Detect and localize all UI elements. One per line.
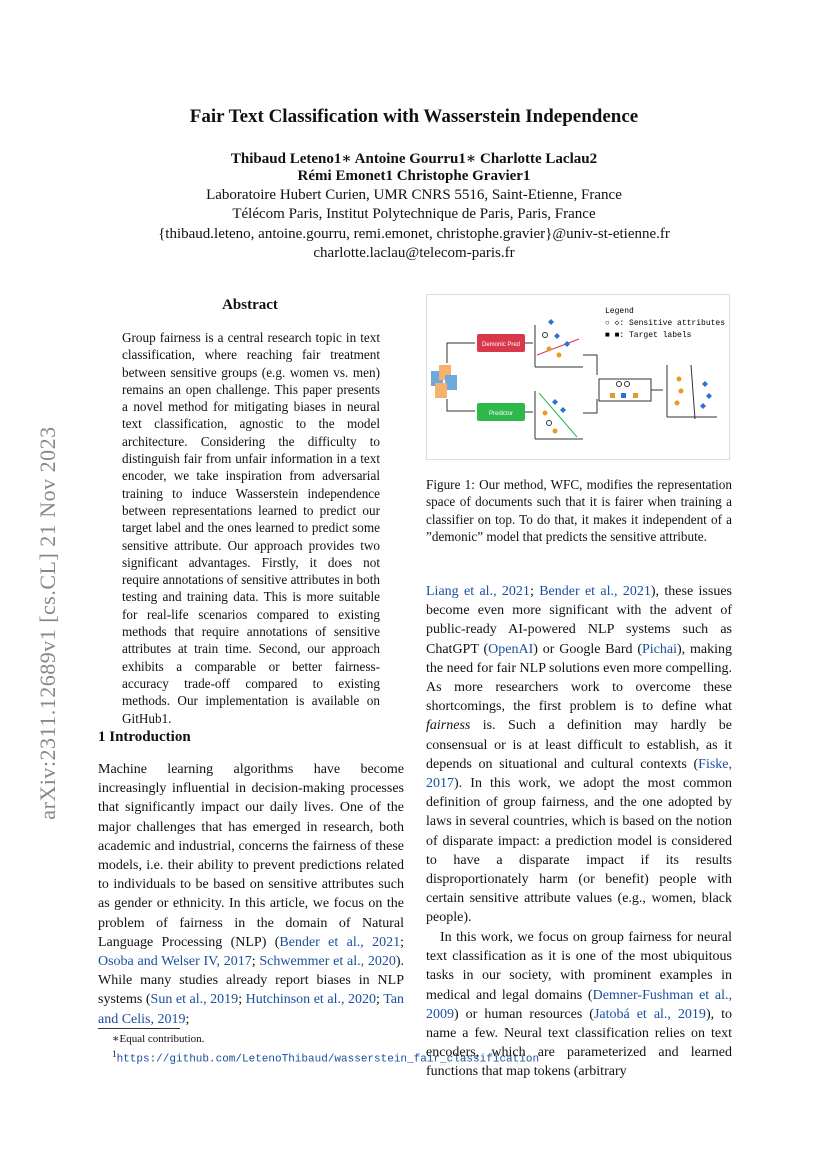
citation-link[interactable]: OpenAI: [488, 641, 534, 657]
intro-text: ), these issues become even more significant with the advent of public-ready AI-powered NLP systems such as ChatGPT (: [426, 584, 732, 657]
final-scatter: [667, 365, 717, 419]
predictor-scatter: [535, 391, 583, 439]
intro-text: In this work, we focus on group fairness for neural text classification as it is one of the most ubiquitous tasks in our society, with prominent examples in medical and legal domains (: [426, 930, 732, 1003]
abstract-text: Group fairness is a central research topic in text classification, where reaching fair treatment between sensitive groups (e.g. women vs. men) remains an open challenge. This paper presents a novel method for mitigating biases in neural text classification, agnostic to the model architecture. Considering the difficulty to distinguish fair from unfair information in a text encoder, we take inspiration from adversarial training to induce Wasserstein independence between representations learned to predict our target label and the ones learned to predict some sensitive attribute. Our approach provides two significant advantages. Firstly, it does not require annotations of sensitive attributes in both testing and training data. This is more suitable for real-life scenarios compared to existing methods that require annotations of sensitive attributes at train time. Second, our approach exhibits a comparable or better fairness-accuracy trade-off compared to existing methods. Our implementation is available on GitHub1.: [122, 330, 380, 726]
legend-target: ■ ■: Target labels: [605, 331, 692, 340]
intro-text: ), to name a few. Neural text classification relies on text encoders, which are parameterized and learned functions that map tokens (arbitrary: [426, 1006, 732, 1080]
citation-separator: ;: [185, 1011, 190, 1027]
intro-text: Machine learning algorithms have become increasingly influential in decision-making processes that significantly impact our daily lives. One of the major challenges that has emerged in research, both academic and industrial, concerns the fairness of these models, i.e. their ability to prevent predictions related to individuals to be based on sensitive attributes such as gender or ethnicity. In this article, we focus on the problem of fairness in the domain of Natural Language Processing (NLP) (: [98, 762, 404, 950]
footnote-equal-contribution: ∗Equal contribution.: [112, 1033, 205, 1045]
email-line-1: {thibaud.leteno, antoine.gourru, remi.emonet, christophe.gravier}@univ-st-etienne.fr: [158, 226, 670, 242]
documents-icon: [431, 365, 457, 398]
citation-separator: ;: [529, 584, 540, 599]
intro-paragraph-2: [426, 928, 732, 1082]
footnote-rule: [98, 1028, 180, 1029]
top-to-independence-arrow: [583, 355, 597, 375]
legend-title: Legend: [605, 307, 634, 316]
intro-paragraph-1: [98, 760, 404, 1029]
citation-link[interactable]: Sun et al., 2019: [150, 992, 239, 1008]
bottom-to-independence-arrow: [583, 399, 597, 413]
citation-separator: ;: [400, 934, 405, 950]
figure-caption: Figure 1: Our method, WFC, modifies the representation space of documents such that it is fairer when training a classifier on top. To do that, it makes it independent of a ”demonic” model that predicts the sensitive attribute.: [426, 477, 732, 544]
arxiv-identifier: arXiv:2311.12689v1 [cs.CL] 21 Nov 2023: [35, 426, 60, 820]
figure-1-diagram: [427, 295, 729, 459]
citation-link[interactable]: Pichai: [642, 641, 677, 657]
citation-link[interactable]: Fiske, 2017: [426, 756, 732, 792]
citation-link[interactable]: Hutchinson et al., 2020: [245, 992, 377, 1008]
figure-1: [426, 294, 730, 460]
emphasis-fairness: fairness: [426, 718, 471, 734]
abstract-heading: Abstract: [222, 297, 278, 313]
demonic-scatter: [535, 319, 583, 367]
affiliation-2: Télécom Paris, Institut Polytechnique de Paris, Paris, France: [232, 206, 596, 222]
legend-sensitive: ○ ◇: Sensitive attributes: [605, 319, 726, 328]
citation-link[interactable]: Osoba and Welser IV, 2017: [98, 954, 252, 970]
predictor-label: Predictor: [488, 411, 514, 417]
citation-separator: ;: [238, 992, 246, 1008]
authors-line-1: Thibaud Leteno1∗ Antoine Gourru1∗ Charlotte Laclau2: [230, 151, 598, 167]
github-link[interactable]: https://github.com/LetenoThibaud/wasserstein_fair_classification: [116, 1053, 540, 1066]
citation-link[interactable]: Bender et al., 2021: [539, 584, 651, 599]
arxiv-sidebar: [35, 360, 60, 880]
citation-link[interactable]: Demner-Fushman et al., 2009: [426, 987, 732, 1022]
email-line-2: charlotte.laclau@telecom-paris.fr: [313, 245, 515, 261]
intro-text: ). While many studies already report biases in NLP systems (: [98, 954, 405, 1008]
footnote-github: [112, 1047, 540, 1067]
intro-text: ) or Google Bard (: [533, 641, 642, 657]
arrow-to-predictor: [447, 399, 475, 411]
citation-link[interactable]: Bender et al., 2021: [279, 934, 401, 950]
citation-separator: ;: [251, 954, 260, 970]
affiliation-1: Laboratoire Hubert Curien, UMR CNRS 5516, Saint-Etienne, France: [206, 187, 622, 203]
authors-line-2: Rémi Emonet1 Christophe Gravier1: [297, 168, 531, 184]
footnote-marker: 1: [112, 1049, 117, 1059]
intro-text: ), making the need for fair NLP solutions even more compelling. As more researchers work to overcome these shortcomings, the first problem is to define what: [426, 641, 732, 715]
paper-title: Fair Text Classification with Wasserstein Independence: [189, 106, 639, 127]
citation-link[interactable]: Liang et al., 2021: [426, 584, 530, 599]
intro-text: ) or human resources (: [454, 1006, 594, 1022]
demonic-pred-label: Demonic Pred: [481, 342, 521, 348]
intro-text: is. Such a definition may hardly be consensual or is at least difficult to establish, as it depends on situational and cultural contexts (: [426, 718, 732, 772]
section-heading-introduction: 1 Introduction: [98, 729, 191, 745]
wasserstein-block: [599, 379, 651, 401]
arrow-to-demonic: [447, 343, 475, 363]
citation-separator: ;: [376, 992, 384, 1008]
intro-continuation: [426, 582, 732, 928]
citation-link[interactable]: Tan and Celis, 2019: [98, 992, 405, 1027]
citation-link[interactable]: Jatobá et al., 2019: [593, 1006, 706, 1022]
intro-text: ). In this work, we adopt the most common definition of group fairness, and the one adopted by laws in several countries, which is based on the notion of disparate impact: a prediction model is considered to have a disparate impact if its results disproportionately harm (or benefit) people with certain sensitive attribute values (e.g., women, black people).: [426, 776, 732, 926]
citation-link[interactable]: Schwemmer et al., 2020: [259, 954, 396, 970]
